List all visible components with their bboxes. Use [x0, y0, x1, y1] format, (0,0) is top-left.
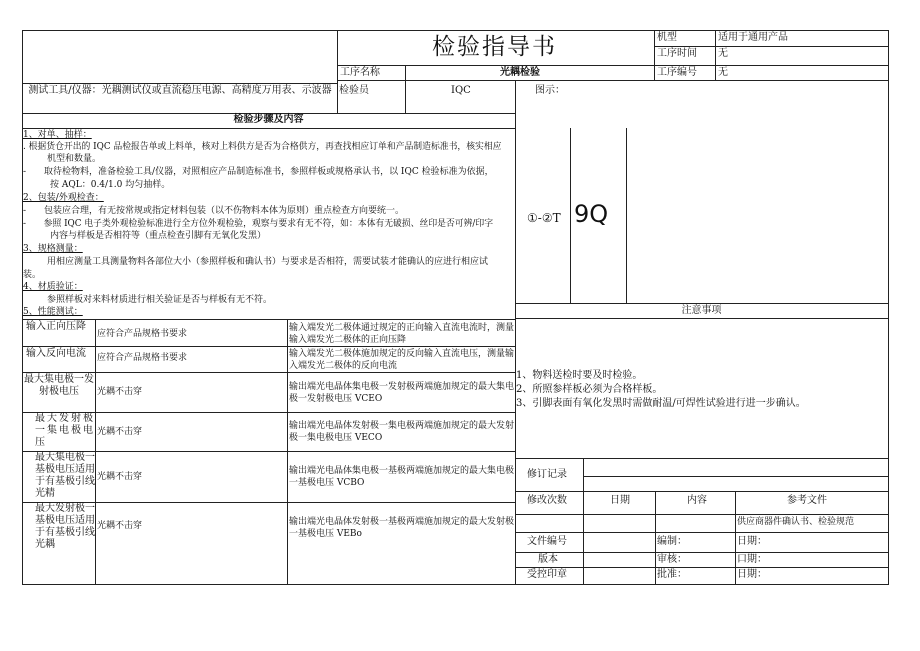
process-time-value: 无	[718, 48, 728, 59]
step-4-line-a: 参照样板对来料材质进行相关验证是否与样板有无不符。	[47, 295, 273, 305]
step-2-line-b: - 参照 IQC 电子类外观检验标准进行全方位外观检验，观察与要求有无不符，如：本体有无破损、丝印是否可辨/印字	[23, 219, 494, 229]
review-date-label: 口期：	[737, 554, 767, 565]
step-1-line-a: . 根据货仓开出的 IQC 品检报告单或上料单，核对上料供方是否为合格供方，再查找相应订单和产品制造标准书，核实相应	[23, 142, 502, 152]
note-item-3: 3、引脚表面有氧化发黑时需做耐温/可焊性试验进行进一步确认。	[516, 398, 806, 409]
perf-row-0-name: 输入正向压降	[26, 321, 86, 332]
reference-files-value: 供应商器件确认书、检验规范	[737, 517, 855, 527]
revision-col-count: 修改次数	[527, 495, 567, 506]
revision-col-date: 日期	[610, 495, 630, 506]
step-2-line-b2: 内容与样板是否相符等（重点检查引脚有无氧化发黑）	[50, 231, 267, 241]
step-1-title: 1、对单、抽样：	[23, 130, 92, 140]
perf-row-5-method: 输出端光电晶体发射极一基极两端施加规定的最大发射极一基极电压 VEBo	[289, 517, 515, 539]
test-tools: 测试工具/仪器：光耦测试仪或直流稳压电源、高精度万用表、示波器	[28, 85, 332, 96]
doc-number-label: 文件编号	[527, 536, 567, 547]
perf-row-1-method: 输入端发光二极体施加规定的反向输入直流电压，测量输入端发光二极体的反向电流	[289, 349, 515, 371]
perf-row-3-req: 光耦不击穿	[97, 427, 143, 437]
perf-row-3-name: 最大发射极一集电极电压	[35, 413, 93, 448]
perf-row-1-req: 应符合产品规格书要求	[97, 353, 188, 363]
process-name-value: 光耦检验	[500, 67, 540, 78]
revision-heading: 修订记录	[527, 469, 567, 480]
step-5-title: 5、性能测试：	[23, 307, 83, 317]
model-label: 机型	[657, 32, 677, 43]
perf-row-2-method: 输出端光电晶体集电极一发射极两端施加规定的最大集电极一发射极电压 VCEO	[289, 382, 515, 404]
control-stamp-label: 受控印章	[527, 569, 567, 580]
perf-row-3-method: 输出端光电晶体发射极一集电极两端施加规定的最大发射极一集电极电压 VECO	[289, 421, 515, 443]
process-name-label: 工序名称	[340, 67, 380, 78]
step-4-title: 4、材质验证：	[23, 282, 83, 292]
edit-date-label: 日期：	[737, 536, 767, 547]
perf-row-4-name: 最大集电极一基极电压适用于有基极引线光精	[35, 452, 95, 499]
step-1-line-a2: 机型和数量。	[47, 154, 102, 164]
step-3-line-a: 用相应测量工具测量物料各部位大小（参照样板和确认书）与要求是否相符，需要试装才能确认的应进行相应试	[47, 257, 489, 267]
perf-row-5-req: 光耦不击穿	[97, 521, 143, 531]
step-2-title: 2、包装/外观检查：	[23, 193, 104, 203]
approve-label: 批准：	[657, 569, 687, 580]
approve-date-label: 日期：	[737, 569, 767, 580]
step-1-line-b: - 取待检物料，准备检验工具/仪器，对照相应产品制造标准书，参照样板或规格承认书，以 IQC 检验标准为依据，	[23, 167, 494, 177]
perf-row-0-method: 输入端发光二极体通过规定的正向输入直流电流时，测量输入端发光二极体的正向压降	[289, 323, 515, 345]
inspector-value: IQC	[451, 85, 471, 96]
steps-heading: 检验步骤及内容	[233, 114, 304, 125]
page-title: 检验指导书	[432, 34, 557, 60]
perf-row-1-name: 输入反向电流	[26, 348, 86, 359]
process-number-value: 无	[718, 67, 728, 78]
perf-row-4-req: 光耦不击穿	[97, 472, 143, 482]
process-time-label: 工序时间	[657, 48, 697, 59]
figure-pin-label: ①-②T	[527, 211, 561, 225]
notes-heading: 注意事项	[681, 305, 722, 316]
step-2-line-a: - 包装应合理，有无按常规或指定材料包装（以不伤物料本体为原则）重点检查方向要统一。	[23, 206, 405, 216]
edit-label: 编制：	[657, 536, 687, 547]
step-3-title: 3、规格测量：	[23, 244, 83, 254]
figure-big-label: 9Q	[574, 200, 609, 228]
perf-row-2-req: 光耦不击穿	[97, 387, 143, 397]
inspector-label: 检验员	[339, 85, 369, 96]
version-label: 版本	[538, 554, 558, 565]
model-value: 适用于通用产品	[718, 32, 788, 43]
perf-row-2-name: 最大集电极一发射极电压	[24, 374, 94, 397]
note-item-1: 1、物料送检时要及时检验。	[516, 370, 643, 381]
figure-label: 图示：	[535, 85, 565, 96]
revision-col-ref: 参考文件	[787, 495, 827, 506]
note-item-2: 2、所照参样板必须为合格样板。	[516, 384, 663, 395]
perf-row-0-req: 应符合产品规格书要求	[97, 329, 188, 339]
review-label: 审核：	[657, 554, 687, 565]
perf-row-5-name: 最大发射极一基极电压适用于有基极引线光耦	[35, 503, 95, 550]
revision-col-content: 内容	[687, 495, 707, 506]
step-1-line-b2: 按 AQL：0.4/1.0 均匀抽样。	[50, 180, 171, 190]
perf-row-4-method: 输出端光电晶体集电极一基极两端施加规定的最大集电极一基极电压 VCBO	[289, 466, 515, 488]
process-number-label: 工序编号	[657, 67, 697, 78]
step-3-line-a2: 装。	[23, 270, 42, 280]
